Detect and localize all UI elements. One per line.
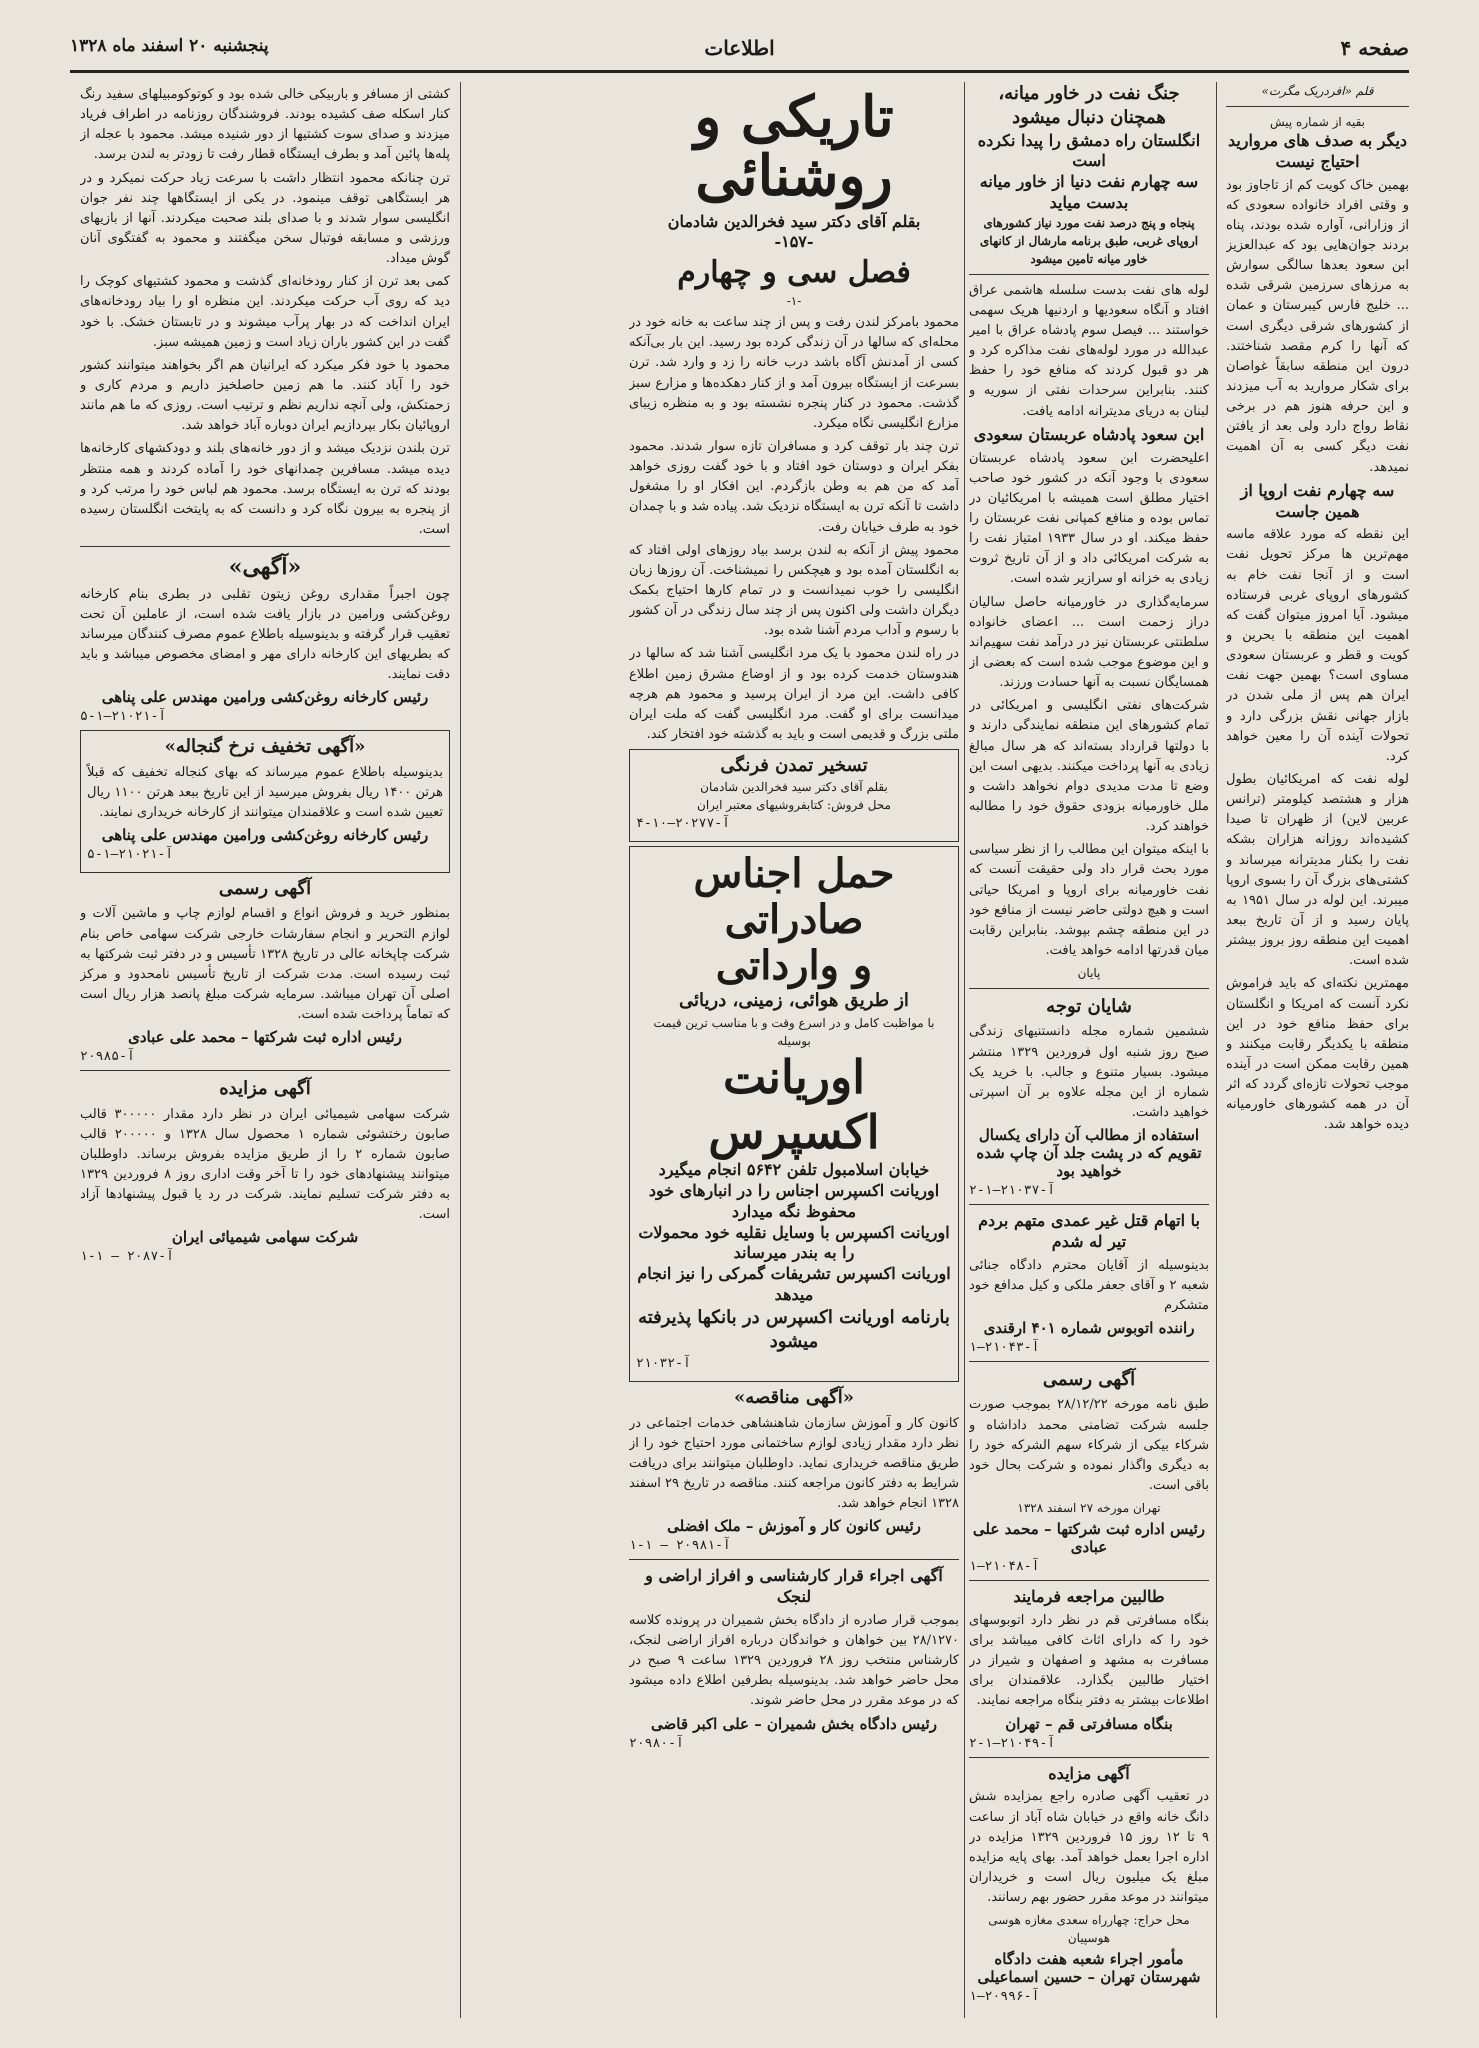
page-number: صفحه ۴ bbox=[1340, 36, 1409, 60]
ad-text: بدینوسیله باطلاع عموم میرساند که بهای کنجاله تخفیف که قبلاً هرتن ۱۴۰۰ ریال بفروش میرسید از این تاریخ ببعد هرتن ۱۱۰۰ ریال تعیین شده است و علاقمندان میتوانند از کارخانه خریداری نمایند. bbox=[87, 764, 443, 820]
divider bbox=[80, 546, 450, 547]
column-divider bbox=[964, 82, 965, 2018]
divider bbox=[969, 1757, 1209, 1758]
ad-ref: آ-۲۱۰۴۹—۱-۲ bbox=[969, 1735, 1056, 1751]
ad-ref: آ-۲۱۰۳۷—۱-۲ bbox=[969, 1183, 1056, 1199]
divider bbox=[969, 274, 1209, 275]
ad-ref: آ-۲۰۹۹۶—۱ bbox=[969, 1989, 1040, 2005]
ad-exec-title: آگهی اجراء قرار کارشناسی و افراز اراضی و لنجک bbox=[645, 1566, 943, 1607]
issue-date: پنجشنبه ۲۰ اسفند ماه ۱۳۲۸ bbox=[70, 36, 269, 56]
ad-text: چون اجبراً مقداری روغن زیتون تقلبی در بطری بنام کارخانه روغن‌کشی ورامین در بازار یافت شده است، از عاملین آن تحت تعقیب قرار گرفته و بدینوسیله باطلاع عموم مصرف کنندگان میرساند که بطریهای این کارخانه دارای مهر و امضای مخصوص میباشد و باید دقت نمایند. bbox=[80, 586, 450, 683]
ad-signature: رئیس کانون کار و آموزش – ملک افضلی bbox=[667, 1517, 921, 1536]
ad-ref: آ-۲۰۹۸۱ — ۱-۱ bbox=[629, 1538, 731, 1554]
column-oil-analysis bbox=[1226, 82, 1409, 2018]
ad-signature: رئیس کارخانه روغن‌کشی ورامین مهندس علی پناهی bbox=[101, 826, 429, 845]
article-text: بهمین خاک کویت کم از تاجاوز بود و وقتی افراد خانواده سعودی که از وزارانی، آواره شده بودند، پناه بردند جوان‌هایی بود که عبدالعزیز ابن سعود بعدها سالگی سوارش به مرزهای سرزمین شرقی شده ... خلیج فارس کیبرستان و عمان از کشورهای شرقی دیگری است که آنها را کرم مقصد شناختند. درون این منطقه سابقاً غواصان برای شکار مروارید به آب میزدند و این حرفه هنوز هم در برخی نقاط رواج دارد ولی بعد از یافتن نفت دیگر کسی به آن اهمیت نمیدهد. bbox=[1226, 177, 1409, 475]
divider bbox=[969, 1361, 1209, 1362]
shipping-line: اوریانت اکسپرس با وسایل نقلیه خود محمولات را به بندر میرساند bbox=[638, 1222, 950, 1263]
shipping-brand: اوریانت اکسپرس bbox=[708, 1049, 880, 1159]
ad-highlight: استفاده از مطالب آن دارای یکسال تقویم که در پشت جلد آن چاپ شده خواهید بود bbox=[976, 1126, 1202, 1181]
ad-ref: آ-۲۰۹۸۵ bbox=[80, 1049, 135, 1065]
column-left bbox=[80, 82, 450, 2018]
story-text: ترن چنانکه محمود انتظار داشت با سرعت زیاد حرکت نمیکرد و در هر ایستگاهی توقف مینمود. در یکی از ایستگاهها چند نفر جوان انگلیسی سوار شدند و با صدای بلند صحبت میکردند. آنها از بازیهای ورزشی و مسابقه فوتبال سخن میگفتند و محمود به گفتگوی آنان گوش میداد. bbox=[80, 170, 450, 267]
ad-official-title: آگهی رسمی bbox=[1042, 1369, 1136, 1391]
story-text: در راه لندن محمود با یک مرد انگلیسی آشنا شد که سالها در هندوستان خدمت کرده بود و از اوضاع مشرق زمین اطلاع کافی داشت. این مرد از ایران پرسید و محمود هم هرچه میدانست برای او گفت. مرد انگلیسی گفت که ملت ایران ملتی بزرگ و قدیمی است و باید به گذشته خود افتخار کند. bbox=[629, 646, 959, 742]
divider bbox=[969, 1580, 1209, 1581]
ad-ref: آ-۲۱۰۴۸—۱ bbox=[969, 1559, 1040, 1575]
article-text: لوله نفت که امریکائیان بطول هزار و هشتصد کیلومتر (ترانس عربین لاین) از ظهران تا صیدا کشیده‌اند روزانه هزاران بشکه نفت را بکنار مدیترانه میرساند و کشتی‌های بزرگ آن را بسوی اروپا میبرند. این لوله در سال ۱۹۵۱ به پایان رسید و از آن تاریخ ببعد اهمیت این منطقه روز بروز بیشتر شده است. bbox=[1226, 771, 1409, 969]
story-text: کشتی از مسافر و باربیکی خالی شده بود و کوتوکومبیلهای سفید رنگ کنار اسکله صف کشیده بودند. فروشندگان روزنامه در اطراف فریاد میزدند و صدای سوت کشتیها از دور شنیده میشد. محمود با عجله از پله‌ها پائین آمد و بطرف ایستگاه قطار رفت تا زودتر به لندن برسد. bbox=[80, 87, 450, 163]
ad-signature: شرکت سهامی شیمیائی ایران bbox=[171, 1228, 359, 1247]
divider bbox=[969, 1204, 1209, 1205]
ad-travel-title: طالبین مراجعه فرمایند bbox=[1013, 1587, 1165, 1607]
ad-ref: آ-۲۰۸۷ — ۱-۱ bbox=[80, 1249, 174, 1265]
story-text: ترن چند بار توقف کرد و مسافران تازه سوار شدند. محمود بفکر ایران و دوستان خود افتاد و با خود گفت روزی خواهد آمد که من هم به وطن بازگردم. این افکار او را مشغول داشت تا آنکه ترن به ایستگاه نزدیک شد. پیاده شد و با چمدان خود به طرف خیابان رفت. bbox=[629, 439, 959, 535]
continued-note: بقیه از شماره پیش bbox=[1269, 115, 1366, 129]
ad-tender-title: «آگهی مناقصه» bbox=[733, 1387, 855, 1409]
ad-note: محل حراج: چهارراه سعدی مغازه هوسی هوسپیان bbox=[988, 1913, 1190, 1946]
serial-number: -۱۵۷- bbox=[774, 232, 814, 252]
serial-title: تاریکی و روشنائی bbox=[694, 84, 894, 209]
article-text: لوله های نفت بدست سلسله هاشمی عراق افتاد و آنگاه سعودیها و اردنیها هریک سهمی خواستند ... فیصل سوم پادشاه عراق با امیر عبدالله در مورد لوله‌های نفت مذاکره کرد و هر دو قبول کردند که منافع خود را حفظ کنند. بنابراین سرحدات نفتی از سوریه و لبنان به دریای مدیترانه ادامه یافت. bbox=[969, 282, 1209, 419]
ad-ref: آ-۲۰۲۷۷—۱۰-۴ bbox=[636, 816, 730, 832]
shipping-ad bbox=[629, 846, 959, 1382]
subheadline-marshall: پنجاه و پنج درصد نفت مورد نیاز کشورهای اروپای غربی، طبق برنامه مارشال از کانهای خاور میانه تامین میشود bbox=[979, 215, 1199, 266]
ad-ref: آ-۲۱۰۳۲ bbox=[636, 1356, 691, 1372]
story-text: محمود با خود فکر میکرد که ایرانیان هم اگر بخواهند میتوانند کشور خود را آباد کنند. ما هم زمین حاصلخیز داریم و مردم کاری و زحمتکش، ولی آنچه نداریم نظم و ترتیب است. روزی که ما هم مانند اروپائیان بکار بپردازیم ایران دوباره آباد خواهد شد. bbox=[80, 357, 450, 434]
article-text: اعلیحضرت ابن سعود پادشاه عربستان سعودی با وجود آنکه در کشور خود صاحب اختیار مطلق است همیشه با امریکائیان در تماس بوده و منافع کمپانی نفت عربستان را حفظ میکند. او در سال ۱۹۳۳ امتیاز نفت را به شرکت امریکائی داد و از آن تاریخ ثروت زیادی به خزانه او سرازیر شده است. bbox=[969, 450, 1209, 587]
ad-title: آگهی رسمی bbox=[218, 878, 312, 900]
ad-text: شرکت سهامی شیمیائی ایران در نظر دارد مقدار ۳۰۰۰۰۰ قالب صابون رختشوئی شماره ۱ محصول سال ۱۳۲۸ و ۲۰۰۰۰۰ قالب صابون شماره ۲ را از طریق مزایده بفروش برساند. داوطلبان میتوانند پیشنهادهای خود را تا آخر وقت اداری روز ۸ فروردین ۱۳۲۹ به دفتر شرکت تسلیم نمایند. شرکت در رد یا قبول پیشنهادها آزاد است. bbox=[80, 1106, 450, 1223]
ad-signature: بنگاه مسافرتی قم – تهران bbox=[1005, 1714, 1173, 1733]
ad-text: ششمین شماره مجله دانستنیهای زندگی صبح روز شنبه اول فروردین ۱۳۲۹ منتشر میشود. بسیار متنوع و جالب. با خرید یک شماره از این مجله علاوه بر آن اسپرتی خواهید داشت. bbox=[969, 1024, 1209, 1120]
divider bbox=[80, 1070, 450, 1071]
ad-text: کانون کار و آموزش سازمان شاهنشاهی خدمات اجتماعی در نظر دارد مقدار زیادی لوازم ساختمانی مورد احتیاج خود را از طریق مناقصه خریداری نماید. داوطلبان میتوانند برای دریافت شرایط به دفتر کانون مراجعه کنند. مناقصه در تاریخ ۲۹ اسفند ۱۳۲۸ انجام خواهد شد. bbox=[629, 1415, 959, 1512]
ad-text: در تعقیب آگهی صادره راجع بمزایده شش دانگ خانه واقع در خیابان شاه آباد از ساعت ۹ تا ۱۲ روز ۱۵ فروردین ۱۳۲۹ مزایده در اداره اجرا بعمل خواهد آمد. بهای پایه مزایده مبلغ یک میلیون ریال است و خریداران میتوانند در موعد مقرر حضور بهم رسانند. bbox=[969, 1789, 1209, 1906]
page-header bbox=[70, 28, 1409, 74]
ad-signature: مأمور اجراء شعبه هفت دادگاه شهرستان تهران – حسین اسماعیلی bbox=[977, 1950, 1201, 1987]
shipping-headline: حمل اجناس صادراتی bbox=[693, 850, 895, 944]
story-text: محمود پیش از آنکه به لندن برسد بیاد روزهای اولی افتاد که به انگلستان آمده بود و هیچکس را نمیشناخت. آن روزها زبان انگلیسی را خوب نمیدانست و در تمام کارها احتیاج بکمک دیگران داشت ولی اکنون پس از چند سال زندگی در آن کشور با رسوم و آداب مردم آشنا شده بود. bbox=[629, 542, 959, 639]
book-title: تسخیر تمدن فرنگی bbox=[720, 755, 868, 777]
ad-auction-title: آگهی مزایده bbox=[1048, 1763, 1130, 1783]
headline-oil-war: جنگ نفت در خاور میانه، همچنان دنبال میشود bbox=[998, 83, 1180, 129]
column-divider bbox=[1216, 82, 1217, 2018]
ad-attention-title: شایان توجه bbox=[1046, 996, 1132, 1018]
subheading-pearls: دیگر به صدف های مروارید احتیاج نیست bbox=[1227, 131, 1408, 171]
book-author: بقلم آقای دکتر سید فخرالدین شادمان bbox=[700, 780, 888, 795]
shipping-headline-2: و وارداتی bbox=[715, 942, 873, 990]
story-text: محمود بامرکز لندن رفت و پس از چند ساعت به خانه خود در محله‌ای که سالها در آن زندگی کرده بود رسید. این بار بی‌آنکه کسی از آمدنش آگاه باشد درب خانه را زد و وارد شد. ترن بسرعت از ایستگاه بیرون آمد و از کنار دهکده‌ها و مزارع سبز گذشت. محمود در کنار پنجره نشسته بود و به منظره زیبای مزارع انگلیسی نگاه میکرد. bbox=[629, 315, 959, 431]
ad-text: بموجب قرار صادره از دادگاه بخش شمیران در پرونده کلاسه ۲۸/۱۲۷۰ بین خواهان و خواندگان درباره افراز اراضی لنجک، کارشناس منتخب روز ۲۸ فروردین ۱۳۲۹ ساعت ۹ صبح در محل حاضر خواهد شد. بدینوسیله بطرفین اطلاع داده میشود که در موعد مقرر در محل حاضر شوند. bbox=[629, 1612, 959, 1709]
subheading-europe-oil: سه چهارم نفت اروپا از همین جاست bbox=[1240, 480, 1395, 521]
story-text: کمی بعد ترن از کنار رودخانه‌ای گذشت و محمود کشتیهای کوچک را دید که روی آب حرکت میکردند. این منظره او را بیاد رودخانه‌های ایران انداخت که در بهار پرآب میشوند و در تابستان خشک. با خود گفت در این کشور باران زیاد است و زمین همیشه سبز. bbox=[80, 274, 450, 350]
shipping-address: خیابان اسلامبول تلفن ۵۶۴۲ انجام میگیرد bbox=[658, 1160, 930, 1180]
ad-signature: رئیس کارخانه روغن‌کشی ورامین مهندس علی پناهی bbox=[101, 688, 429, 707]
column-oil-war bbox=[969, 82, 1209, 2018]
ad-ref: آ-۲۰۹۸۰ bbox=[629, 1735, 684, 1751]
shipping-line: اوریانت اکسپرس تشریفات گمرکی را نیز انجام میدهد bbox=[637, 1264, 951, 1304]
shipping-sub: از طریق هوائی، زمینی، دریائی bbox=[679, 990, 909, 1012]
chapter-title: فصل سی و چهارم bbox=[677, 255, 911, 291]
article-text: شرکت‌های نفتی انگلیسی و امریکائی در تمام کشورهای این منطقه نمایندگی دارند و با دولتها قرارداد بسته‌اند که هر سال مبالغ زیادی به آنها پرداخت میکنند. بدیهی است این وضع تا مدت مدیدی دوام نخواهد داشت و ملل خاورمیانه بزودی حقوق خود را مطالبه خواهند کرد. bbox=[969, 698, 1209, 835]
ad-signature: راننده اتوبوس شماره ۴۰۱ ارقندی bbox=[983, 1319, 1195, 1338]
subheadline-damascus: انگلستان راه دمشق را پیدا نکرده است bbox=[977, 130, 1201, 171]
shipping-desc: با مواظبت کامل و در اسرع وقت و با مناسب ترین قیمت بوسیله bbox=[653, 1015, 935, 1048]
ad-title: آگهی مزایده bbox=[219, 1078, 311, 1100]
ad-text: بمنظور خرید و فروش انواع و اقسام لوازم چاپ و ماشین آلات و لوازم التحریر و انجام سفارشات خارجی شرکت سهامی خاص بنام شرکت چاپخانه عالی در تاریخ ۱۳۲۸ تأسیس و در دفتر ثبت شرکتها به ثبت رسیده است. مدت شرکت از تاریخ تأسیس نامحدود و مرکز اصلی آن تهران میباشد. سرمایه شرکت مبلغ پانصد هزار ریال است که تماماً پرداخت شده است. bbox=[80, 906, 450, 1023]
article-text: سرمایه‌گذاری در خاورمیانه حاصل سالیان دراز زحمت است ... اعضای خانواده سلطنتی عربستان نیز در درآمد نفت سهیم‌اند و این موضوع موجب شده است که بعضی از همسایگان نسبت به آنها حسادت ورزند. bbox=[969, 594, 1209, 691]
ad-signature: رئیس دادگاه بخش شمیران – علی اکبر قاضی bbox=[651, 1714, 937, 1733]
subheadline-three-quarters: سه چهارم نفت دنیا از خاور میانه بدست میاید bbox=[979, 172, 1199, 212]
article-text: مهمترین نکته‌ای که باید فراموش نکرد آنست که امریکا و انگلستان برای حفظ منافع خود در این منطقه با یکدیگر رقابت میکنند و همین رقابت ممکن است در آینده موجب تحولات تازه‌ای گردد که اثر آن در همه کشورهای خاورمیانه دیده خواهد شد. bbox=[1226, 976, 1409, 1133]
article-text: این نقطه که مورد علاقه ماسه مهم‌ترین ها مرکز تحویل نفت است و از آنجا نفت خام به کشورهای اروپای غربی فرستاده میشود. آیا امروز میتوان گفت که اهمیت این منطقه با بحرین و کویت و قطر و عربستان سعودی مساوی است؟ بهمین جهت نفت ایران هم پس از ملی شدن در بازار جهانی نقش بزرگی دارد و تحولات آینده آن را معین خواهد کرد. bbox=[1226, 527, 1409, 764]
byline: قلم «افردریک مگرت» bbox=[1261, 84, 1374, 98]
book-ad bbox=[629, 749, 959, 842]
book-sale: محل فروش: کتابفروشیهای معتبر ایران bbox=[697, 798, 891, 813]
ad-box bbox=[80, 730, 450, 873]
divider bbox=[969, 988, 1209, 989]
ad-text: طبق نامه مورخه ۲۸/۱۲/۲۲ بموجب صورت جلسه شرکت تضامنی محمد داداشاه و شرکاء بیکی از شرکاء سهم الشرکه خود را به دیگری واگذار نموده و شرکت بحال خود باقی است. bbox=[969, 1397, 1209, 1493]
header-rule bbox=[70, 70, 1409, 73]
divider bbox=[629, 1559, 959, 1560]
ad-ref: آ-۲۱۰۲۱—۱-۵ bbox=[80, 709, 167, 725]
end-mark: پایان bbox=[1077, 966, 1101, 981]
ad-ref: آ-۲۱۰۲۱—۱-۵ bbox=[87, 847, 174, 863]
ad-date: تهران مورخه ۲۷ اسفند ۱۳۲۸ bbox=[1017, 1501, 1161, 1516]
divider bbox=[1226, 106, 1409, 107]
column-divider bbox=[460, 82, 461, 2018]
serial-author: بقلم آقای دکتر سید فخرالدین شادمان bbox=[667, 211, 921, 231]
ad-text: بنگاه مسافرتی قم در نظر دارد اتوبوسهای خود را که دارای اثاث کافی میباشد برای مسافرت به مشهد و اصفهان و شیراز در اختیار طالبین بگذارد. علاقمندان برای اطلاعات بیشتر به دفتر بنگاه مراجعه نمایند. bbox=[969, 1612, 1209, 1709]
ad-ref: آ-۲۱۰۴۳—۱ bbox=[969, 1340, 1040, 1356]
shipping-line: اوریانت اکسپرس اجناس را در انبارهای خود محفوظ نگه میدارد bbox=[648, 1180, 940, 1221]
article-text: با اینکه میتوان این مطالب را از نظر سیاسی مورد بحث قرار داد ولی حقیقت آنست که نفت خاورمیانه برای اروپا و امریکا حیاتی است و هیچ دولتی حاضر نیست از منافع خود در این منطقه چشم بپوشد. بنابراین رقابت میان قدرتها ادامه خواهد یافت. bbox=[969, 842, 1209, 958]
subheading-ibn-saud: ابن سعود پادشاه عربستان سعودی bbox=[973, 424, 1205, 444]
ad-title: «آگهی» bbox=[228, 554, 302, 581]
ad-text: بدینوسیله از آقایان محترم دادگاه جنائی شعبه ۲ و آقای جعفر ملکی و کیل مدافع خود متشکرم bbox=[969, 1257, 1209, 1313]
column-serial-story bbox=[629, 82, 959, 2018]
paper-name: اطلاعات bbox=[704, 36, 775, 60]
ad-title: «آگهی تخفیف نرخ گنجاله» bbox=[164, 736, 366, 758]
shipping-line: بارنامه اوریانت اکسپرس در بانکها پذیرفته میشود bbox=[638, 1306, 950, 1352]
ad-signature: رئیس اداره ثبت شرکتها – محمد علی عبادی bbox=[972, 1520, 1206, 1557]
ad-signature: رئیس اداره ثبت شرکتها – محمد علی عبادی bbox=[128, 1028, 402, 1047]
section-number: -۱- bbox=[786, 294, 802, 309]
story-text: ترن بلندن نزدیک میشد و از دور خانه‌های بلند و دودکشهای کارخانه‌ها دیده میشد. مسافرین چمدانهای خود را آماده کردند و همه منتظر بودند که ترن به ایستگاه برسد. محمود هم لباس خود را مرتب کرد و از پنجره به بیرون نگاه کرد و دانست که به پایتخت انگلستان رسیده است. bbox=[80, 441, 450, 537]
ad-thanks-title: با اتهام قتل غیر عمدی متهم بردم تیر له شدم bbox=[978, 1211, 1200, 1251]
